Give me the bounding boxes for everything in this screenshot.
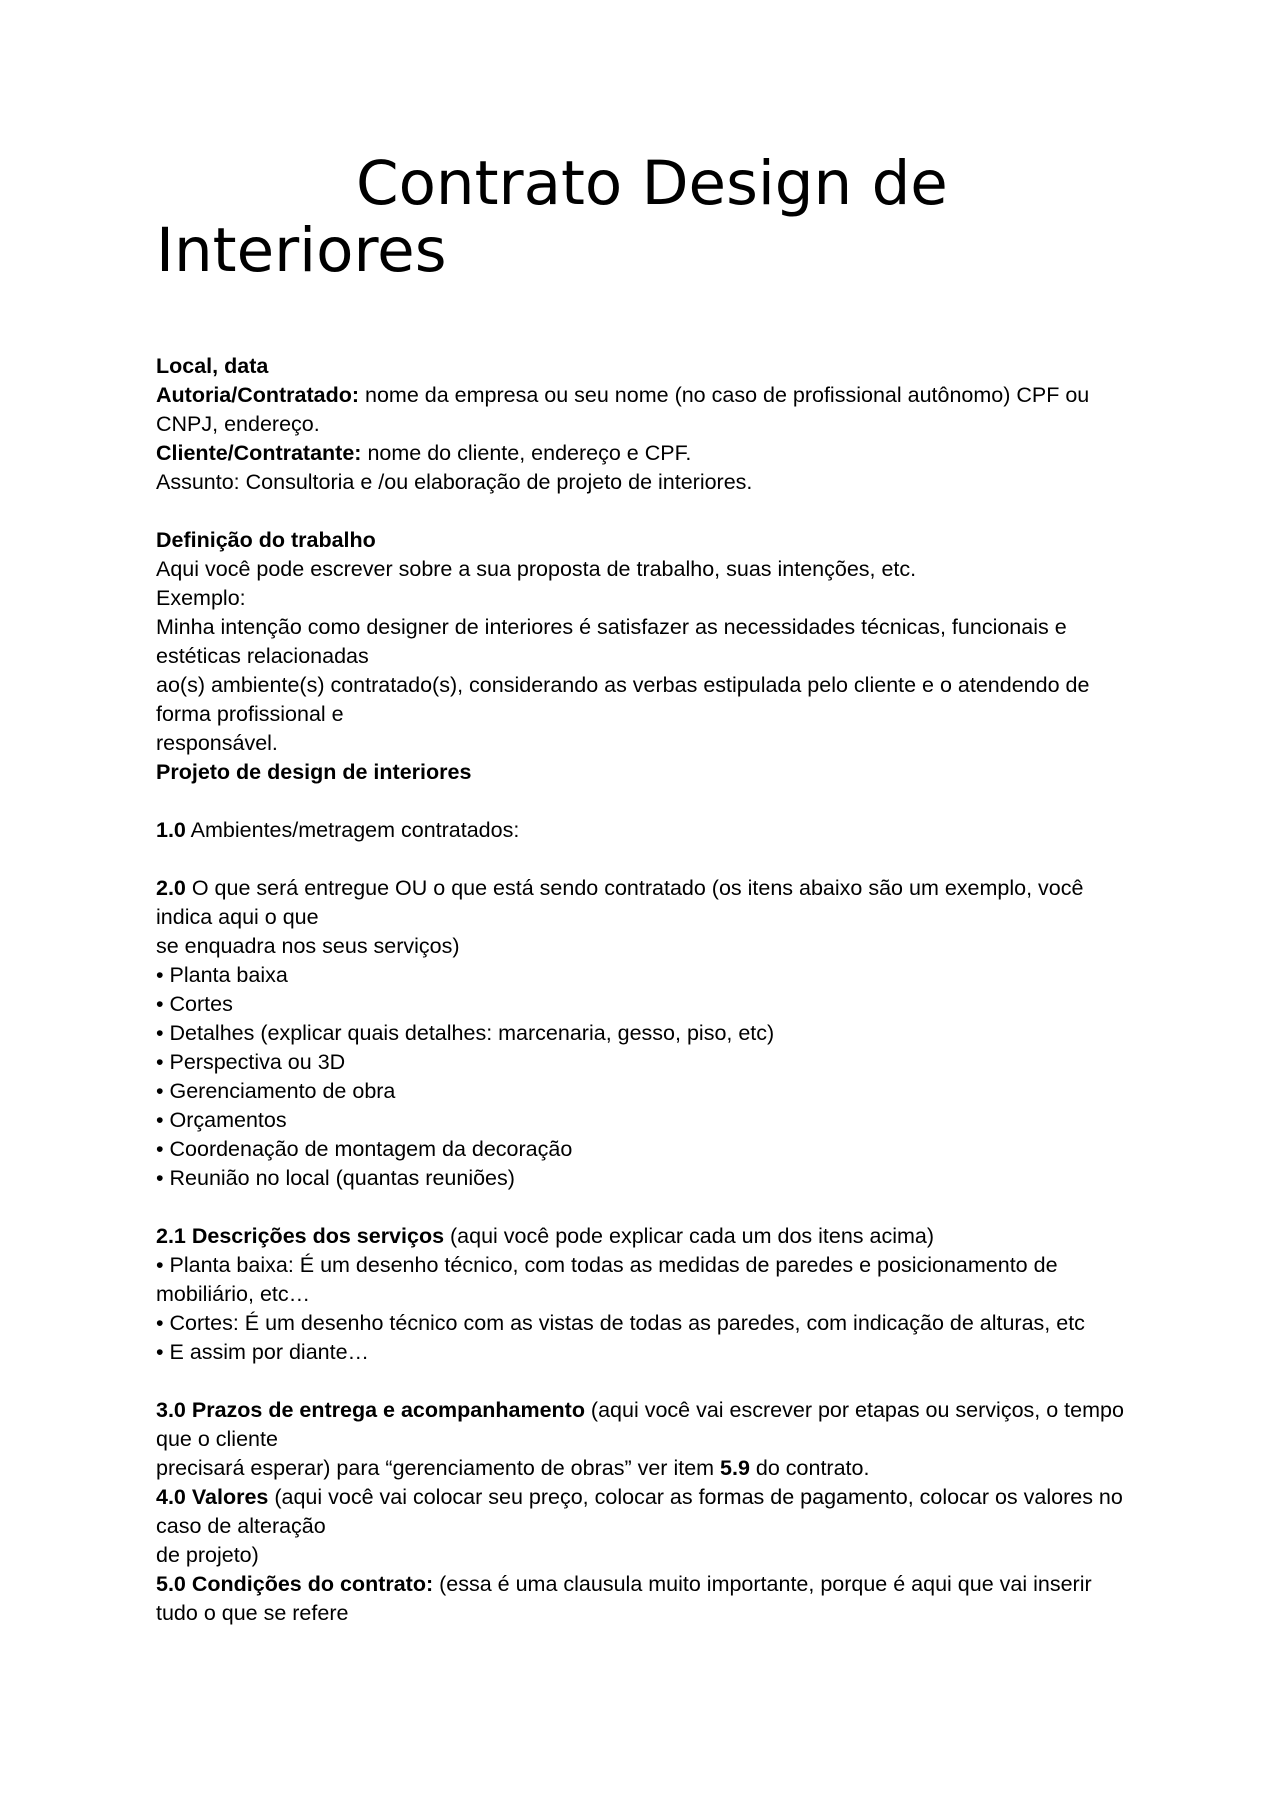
definicao-heading: Definição do trabalho	[156, 528, 376, 552]
section-2-1: 2.1 Descrições dos serviços (aqui você pode explicar cada um dos itens acima)	[156, 1224, 935, 1248]
definicao-line: estéticas relacionadas	[156, 644, 369, 668]
title-line-1: Contrato Design de	[356, 148, 948, 219]
list-item: • Gerenciamento de obra	[156, 1079, 396, 1103]
header-autoria-cont: CNPJ, endereço.	[156, 412, 320, 436]
list-item: mobiliário, etc…	[156, 1282, 311, 1306]
header-assunto: Assunto: Consultoria e /ou elaboração de projeto de interiores.	[156, 470, 753, 494]
list-item: • Cortes: É um desenho técnico com as vistas de todas as paredes, com indicação de alturas, etc	[156, 1311, 1085, 1335]
projeto-heading: Projeto de design de interiores	[156, 760, 472, 784]
spacer	[156, 1367, 1136, 1396]
header-autoria: Autoria/Contratado: nome da empresa ou seu nome (no caso de profissional autônomo) CPF ou	[156, 383, 1090, 407]
spacer	[156, 787, 1136, 816]
definicao-line: Exemplo:	[156, 586, 246, 610]
spacer	[156, 845, 1136, 874]
header-local-data: Local, data	[156, 354, 269, 378]
spacer	[156, 1193, 1136, 1222]
section-4-0-cont: caso de alteração	[156, 1514, 326, 1538]
document-title	[156, 150, 1136, 284]
list-item: • Planta baixa: É um desenho técnico, com todas as medidas de paredes e posicionamento de	[156, 1253, 1058, 1277]
document-page	[156, 150, 1136, 1628]
section-4-0: 4.0 Valores (aqui você vai colocar seu preço, colocar as formas de pagamento, colocar os valores no	[156, 1485, 1123, 1509]
definicao-line: responsável.	[156, 731, 278, 755]
title-line-2: Interiores	[156, 215, 447, 286]
section-1-0: 1.0 Ambientes/metragem contratados:	[156, 818, 520, 842]
header-cliente: Cliente/Contratante: nome do cliente, endereço e CPF.	[156, 441, 692, 465]
section-5-0: 5.0 Condições do contrato: (essa é uma clausula muito importante, porque é aqui que vai inserir	[156, 1572, 1092, 1596]
list-item: • Cortes	[156, 992, 233, 1016]
section-2-0-cont: indica aqui o que	[156, 905, 319, 929]
list-item: • Reunião no local (quantas reuniões)	[156, 1166, 515, 1190]
list-item: • Detalhes (explicar quais detalhes: marcenaria, gesso, piso, etc)	[156, 1021, 775, 1045]
definicao-line: Aqui você pode escrever sobre a sua proposta de trabalho, suas intenções, etc.	[156, 557, 917, 581]
section-2-0: 2.0 O que será entregue OU o que está sendo contratado (os itens abaixo são um exemplo, você	[156, 876, 1084, 900]
section-3-0-cont: precisará esperar) para “gerenciamento de obras” ver item 5.9 do contrato.	[156, 1456, 870, 1480]
list-item: • E assim por diante…	[156, 1340, 370, 1364]
document-body	[156, 352, 1136, 1628]
list-item: • Perspectiva ou 3D	[156, 1050, 346, 1074]
list-item: • Orçamentos	[156, 1108, 287, 1132]
section-2-0-cont: se enquadra nos seus serviços)	[156, 934, 460, 958]
spacer	[156, 497, 1136, 526]
list-item: • Coordenação de montagem da decoração	[156, 1137, 573, 1161]
section-5-0-cont: tudo o que se refere	[156, 1601, 349, 1625]
definicao-line: ao(s) ambiente(s) contratado(s), considerando as verbas estipulada pelo cliente e o atendendo de	[156, 673, 1090, 697]
definicao-line: forma profissional e	[156, 702, 344, 726]
list-item: • Planta baixa	[156, 963, 288, 987]
section-3-0-cont: que o cliente	[156, 1427, 278, 1451]
section-4-0-cont: de projeto)	[156, 1543, 259, 1567]
definicao-line: Minha intenção como designer de interiores é satisfazer as necessidades técnicas, funcionais e	[156, 615, 1067, 639]
section-3-0: 3.0 Prazos de entrega e acompanhamento (aqui você vai escrever por etapas ou serviços, o tempo	[156, 1398, 1124, 1422]
